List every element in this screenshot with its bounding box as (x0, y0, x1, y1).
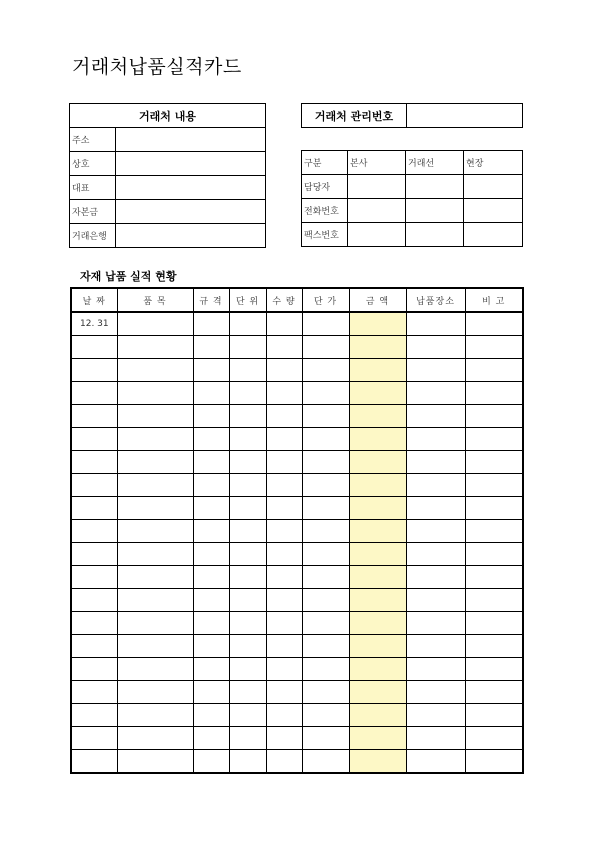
cell-date[interactable] (71, 658, 117, 681)
cell-delivery-place[interactable] (406, 497, 465, 520)
cell-quantity[interactable] (266, 543, 302, 566)
cell-date[interactable]: 12. 31 (71, 312, 117, 336)
table-row (71, 658, 523, 681)
contact-grid-table (301, 150, 523, 247)
cell-remarks[interactable] (465, 336, 523, 359)
cell-unit-price[interactable] (302, 658, 349, 681)
label-representative: 대표 (70, 176, 116, 200)
cell-remarks[interactable] (465, 451, 523, 474)
cell-item[interactable] (117, 451, 193, 474)
cell-delivery-place[interactable] (406, 727, 465, 750)
cell-delivery-place[interactable] (406, 428, 465, 451)
col-category: 구분 (302, 151, 348, 175)
cell-item[interactable] (117, 336, 193, 359)
cell-delivery-place[interactable] (406, 681, 465, 704)
cell-amount[interactable] (349, 750, 406, 774)
header-remarks: 비 고 (465, 288, 523, 312)
cell-remarks[interactable] (465, 589, 523, 612)
table-row (71, 543, 523, 566)
management-number-label: 거래처 관리번호 (302, 104, 407, 128)
cell-unit-price[interactable] (302, 612, 349, 635)
cell-unit[interactable] (229, 750, 266, 774)
cell-quantity[interactable] (266, 635, 302, 658)
cell-unit-price[interactable] (302, 382, 349, 405)
header-unit: 단 위 (229, 288, 266, 312)
label-capital: 자본금 (70, 200, 116, 224)
cell-amount[interactable] (349, 312, 406, 336)
cell-unit-price[interactable] (302, 451, 349, 474)
cell-quantity[interactable] (266, 405, 302, 428)
table-row (71, 312, 523, 336)
value-company-name[interactable] (116, 152, 266, 176)
header-item: 품 목 (117, 288, 193, 312)
cell-date[interactable] (71, 520, 117, 543)
label-company-name: 상호 (70, 152, 116, 176)
cell-item[interactable] (117, 428, 193, 451)
cell-quantity[interactable] (266, 312, 302, 336)
cell-item[interactable] (117, 543, 193, 566)
cell-delivery-place[interactable] (406, 750, 465, 774)
cell-amount[interactable] (349, 681, 406, 704)
cell-spec[interactable] (193, 658, 229, 681)
cell-remarks[interactable] (465, 405, 523, 428)
cell-quantity[interactable] (266, 359, 302, 382)
cell-unit[interactable] (229, 612, 266, 635)
table-row (71, 612, 523, 635)
cell-remarks[interactable] (465, 727, 523, 750)
cell-delivery-place[interactable] (406, 359, 465, 382)
cell-spec[interactable] (193, 497, 229, 520)
cell-amount[interactable] (349, 612, 406, 635)
cell-remarks[interactable] (465, 543, 523, 566)
cell-spec[interactable] (193, 382, 229, 405)
cell-item[interactable] (117, 382, 193, 405)
cell-remarks[interactable] (465, 566, 523, 589)
cell-unit-price[interactable] (302, 405, 349, 428)
cell-unit[interactable] (229, 497, 266, 520)
label-phone: 전화번호 (302, 199, 348, 223)
cell-amount[interactable] (349, 474, 406, 497)
cell-spec[interactable] (193, 635, 229, 658)
cell-quantity[interactable] (266, 566, 302, 589)
cell-spec[interactable] (193, 543, 229, 566)
cell-spec[interactable] (193, 312, 229, 336)
cell-quantity[interactable] (266, 681, 302, 704)
cell-remarks[interactable] (465, 658, 523, 681)
value-capital[interactable] (116, 200, 266, 224)
cell-phone-site[interactable] (464, 199, 523, 223)
cell-delivery-place[interactable] (406, 635, 465, 658)
cell-unit-price[interactable] (302, 704, 349, 727)
table-row (71, 405, 523, 428)
cell-fax-site[interactable] (464, 223, 523, 247)
cell-remarks[interactable] (465, 750, 523, 774)
cell-quantity[interactable] (266, 336, 302, 359)
cell-amount[interactable] (349, 336, 406, 359)
cell-item[interactable] (117, 704, 193, 727)
cell-phone-head-office[interactable] (348, 199, 406, 223)
cell-unit[interactable] (229, 428, 266, 451)
document-title: 거래처납품실적카드 (72, 56, 242, 78)
cell-item[interactable] (117, 635, 193, 658)
cell-delivery-place[interactable] (406, 336, 465, 359)
cell-unit-price[interactable] (302, 497, 349, 520)
table-row (71, 336, 523, 359)
cell-manager-head-office[interactable] (348, 175, 406, 199)
cell-quantity[interactable] (266, 520, 302, 543)
cell-delivery-place[interactable] (406, 451, 465, 474)
cell-spec[interactable] (193, 612, 229, 635)
cell-unit[interactable] (229, 704, 266, 727)
cell-unit[interactable] (229, 727, 266, 750)
cell-fax-partner[interactable] (406, 223, 464, 247)
cell-unit-price[interactable] (302, 681, 349, 704)
cell-item[interactable] (117, 589, 193, 612)
cell-delivery-place[interactable] (406, 474, 465, 497)
header-date: 날 짜 (71, 288, 117, 312)
cell-remarks[interactable] (465, 704, 523, 727)
cell-item[interactable] (117, 405, 193, 428)
cell-spec[interactable] (193, 474, 229, 497)
cell-unit-price[interactable] (302, 428, 349, 451)
cell-unit[interactable] (229, 336, 266, 359)
value-bank[interactable] (116, 224, 266, 248)
cell-unit[interactable] (229, 543, 266, 566)
management-number-table (301, 103, 523, 128)
client-info-header: 거래처 내용 (70, 104, 266, 128)
cell-item[interactable] (117, 750, 193, 774)
cell-date[interactable] (71, 451, 117, 474)
table-row (71, 727, 523, 750)
col-partner: 거래선 (406, 151, 464, 175)
table-row (71, 451, 523, 474)
cell-date[interactable] (71, 566, 117, 589)
cell-item[interactable] (117, 497, 193, 520)
table-row (71, 750, 523, 774)
cell-remarks[interactable] (465, 312, 523, 336)
cell-amount[interactable] (349, 405, 406, 428)
cell-delivery-place[interactable] (406, 405, 465, 428)
cell-item[interactable] (117, 520, 193, 543)
header-amount: 금 액 (349, 288, 406, 312)
cell-spec[interactable] (193, 750, 229, 774)
cell-fax-head-office[interactable] (348, 223, 406, 247)
cell-delivery-place[interactable] (406, 658, 465, 681)
cell-unit-price[interactable] (302, 543, 349, 566)
cell-remarks[interactable] (465, 681, 523, 704)
cell-date[interactable] (71, 612, 117, 635)
header-spec: 규 격 (193, 288, 229, 312)
cell-item[interactable] (117, 658, 193, 681)
cell-spec[interactable] (193, 451, 229, 474)
cell-spec[interactable] (193, 681, 229, 704)
label-bank: 거래은행 (70, 224, 116, 248)
cell-quantity[interactable] (266, 589, 302, 612)
delivery-record-body (71, 312, 523, 773)
cell-item[interactable] (117, 474, 193, 497)
cell-remarks[interactable] (465, 474, 523, 497)
cell-date[interactable] (71, 336, 117, 359)
cell-unit[interactable] (229, 359, 266, 382)
cell-remarks[interactable] (465, 520, 523, 543)
cell-quantity[interactable] (266, 612, 302, 635)
table-row (71, 382, 523, 405)
cell-date[interactable] (71, 474, 117, 497)
cell-unit-price[interactable] (302, 750, 349, 774)
cell-quantity[interactable] (266, 451, 302, 474)
cell-delivery-place[interactable] (406, 704, 465, 727)
cell-spec[interactable] (193, 428, 229, 451)
cell-unit-price[interactable] (302, 336, 349, 359)
cell-unit[interactable] (229, 566, 266, 589)
cell-unit-price[interactable] (302, 359, 349, 382)
cell-amount[interactable] (349, 635, 406, 658)
table-row (71, 428, 523, 451)
delivery-section-title: 자재 납품 실적 현황 (80, 270, 177, 283)
cell-remarks[interactable] (465, 497, 523, 520)
cell-unit[interactable] (229, 405, 266, 428)
cell-quantity[interactable] (266, 497, 302, 520)
cell-date[interactable] (71, 405, 117, 428)
cell-unit[interactable] (229, 589, 266, 612)
cell-spec[interactable] (193, 336, 229, 359)
table-row (71, 520, 523, 543)
cell-date[interactable] (71, 589, 117, 612)
cell-date[interactable] (71, 543, 117, 566)
cell-spec[interactable] (193, 704, 229, 727)
cell-amount[interactable] (349, 428, 406, 451)
table-row (71, 635, 523, 658)
cell-unit[interactable] (229, 382, 266, 405)
cell-date[interactable] (71, 428, 117, 451)
cell-quantity[interactable] (266, 750, 302, 774)
cell-phone-partner[interactable] (406, 199, 464, 223)
cell-date[interactable] (71, 359, 117, 382)
cell-spec[interactable] (193, 589, 229, 612)
cell-quantity[interactable] (266, 704, 302, 727)
header-delivery-place: 납품장소 (406, 288, 465, 312)
cell-date[interactable] (71, 681, 117, 704)
cell-spec[interactable] (193, 520, 229, 543)
cell-delivery-place[interactable] (406, 543, 465, 566)
cell-amount[interactable] (349, 589, 406, 612)
cell-unit-price[interactable] (302, 520, 349, 543)
cell-unit[interactable] (229, 451, 266, 474)
value-representative[interactable] (116, 176, 266, 200)
cell-delivery-place[interactable] (406, 566, 465, 589)
cell-manager-site[interactable] (464, 175, 523, 199)
cell-remarks[interactable] (465, 635, 523, 658)
cell-amount[interactable] (349, 359, 406, 382)
header-unit-price: 단 가 (302, 288, 349, 312)
cell-amount[interactable] (349, 382, 406, 405)
delivery-record-table (70, 287, 524, 774)
cell-spec[interactable] (193, 405, 229, 428)
label-address: 주소 (70, 128, 116, 152)
header-quantity: 수 량 (266, 288, 302, 312)
cell-amount[interactable] (349, 658, 406, 681)
cell-date[interactable] (71, 750, 117, 774)
cell-item[interactable] (117, 727, 193, 750)
cell-amount[interactable] (349, 704, 406, 727)
cell-date[interactable] (71, 635, 117, 658)
cell-amount[interactable] (349, 497, 406, 520)
cell-manager-partner[interactable] (406, 175, 464, 199)
cell-unit[interactable] (229, 474, 266, 497)
table-row (71, 589, 523, 612)
cell-remarks[interactable] (465, 612, 523, 635)
cell-amount[interactable] (349, 566, 406, 589)
cell-amount[interactable] (349, 451, 406, 474)
client-info-table (69, 103, 266, 248)
cell-unit[interactable] (229, 520, 266, 543)
cell-quantity[interactable] (266, 382, 302, 405)
cell-spec[interactable] (193, 727, 229, 750)
cell-delivery-place[interactable] (406, 312, 465, 336)
cell-date[interactable] (71, 497, 117, 520)
cell-spec[interactable] (193, 359, 229, 382)
cell-quantity[interactable] (266, 727, 302, 750)
cell-item[interactable] (117, 359, 193, 382)
cell-delivery-place[interactable] (406, 612, 465, 635)
cell-quantity[interactable] (266, 428, 302, 451)
cell-spec[interactable] (193, 566, 229, 589)
cell-item[interactable] (117, 312, 193, 336)
cell-quantity[interactable] (266, 658, 302, 681)
value-address[interactable] (116, 128, 266, 152)
label-manager: 담당자 (302, 175, 348, 199)
cell-delivery-place[interactable] (406, 520, 465, 543)
cell-unit-price[interactable] (302, 566, 349, 589)
cell-remarks[interactable] (465, 359, 523, 382)
cell-unit-price[interactable] (302, 727, 349, 750)
cell-date[interactable] (71, 382, 117, 405)
cell-unit[interactable] (229, 312, 266, 336)
table-row (71, 497, 523, 520)
table-row (71, 359, 523, 382)
cell-delivery-place[interactable] (406, 589, 465, 612)
cell-amount[interactable] (349, 520, 406, 543)
cell-remarks[interactable] (465, 428, 523, 451)
cell-unit[interactable] (229, 658, 266, 681)
cell-unit[interactable] (229, 681, 266, 704)
table-row (71, 474, 523, 497)
label-fax: 팩스번호 (302, 223, 348, 247)
cell-quantity[interactable] (266, 474, 302, 497)
cell-remarks[interactable] (465, 382, 523, 405)
cell-unit-price[interactable] (302, 589, 349, 612)
cell-item[interactable] (117, 681, 193, 704)
cell-date[interactable] (71, 704, 117, 727)
table-row (71, 566, 523, 589)
management-number-value[interactable] (407, 104, 523, 128)
col-head-office: 본사 (348, 151, 406, 175)
cell-item[interactable] (117, 566, 193, 589)
table-row (71, 704, 523, 727)
cell-unit-price[interactable] (302, 474, 349, 497)
cell-amount[interactable] (349, 543, 406, 566)
cell-unit-price[interactable] (302, 635, 349, 658)
cell-item[interactable] (117, 612, 193, 635)
cell-amount[interactable] (349, 727, 406, 750)
cell-date[interactable] (71, 727, 117, 750)
table-row (71, 681, 523, 704)
cell-unit[interactable] (229, 635, 266, 658)
cell-unit-price[interactable] (302, 312, 349, 336)
cell-delivery-place[interactable] (406, 382, 465, 405)
col-site: 현장 (464, 151, 523, 175)
